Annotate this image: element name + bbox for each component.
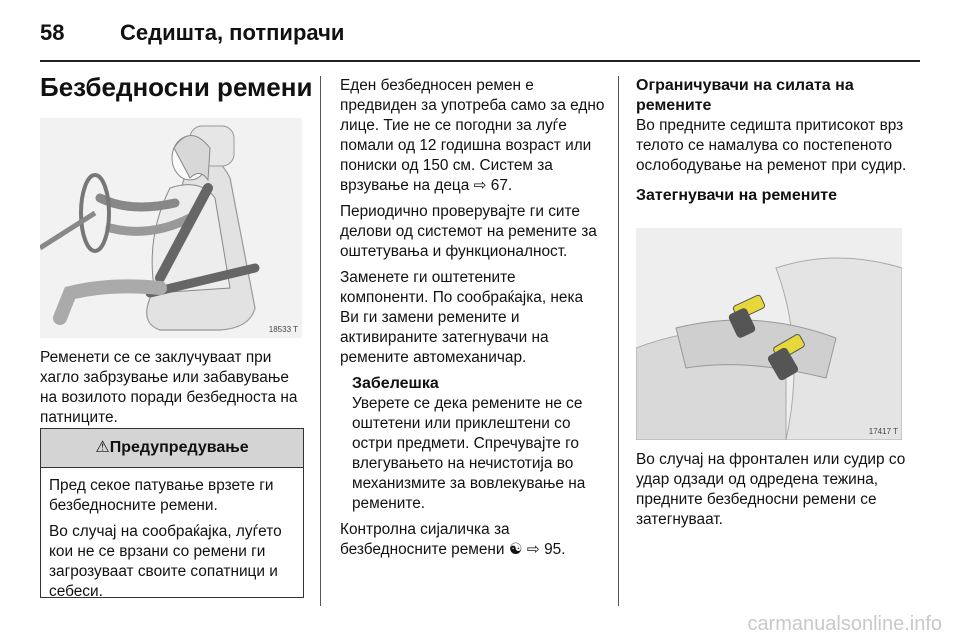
column-divider-1: [320, 76, 321, 606]
warning-header: [41, 429, 303, 468]
column-1-text: [40, 348, 308, 434]
page-ref: 95.: [544, 541, 566, 558]
seatbelt-pretensioner-illustration: [636, 228, 902, 440]
column-divider-2: [618, 76, 619, 606]
note-text: Уверете се дека ремените не се оштетени или приклештени со остри предмети. Спречувајте го влегувањето на нечистотија во механизмите за вовлекување на ремените.: [352, 395, 586, 512]
paragraph: Периодично проверувајте ги сите делови од системот на ремените за оштетувања и функционалност.: [340, 203, 597, 260]
note-block: [340, 374, 606, 514]
paragraph-text: безбедносните ремени: [340, 541, 505, 558]
paragraph-text: Контролна сијаличка за: [340, 521, 510, 538]
subheading-pretensioners: Затегнувачи на ремените: [636, 187, 838, 204]
warning-title: Предупредување: [109, 439, 249, 456]
seatbelt-warning-icon: ☯: [508, 541, 523, 558]
chapter-title: Седишта, потпирачи: [120, 20, 345, 45]
paragraph: Во случај на фронтален или судир со удар одзади од одредена тежина, предните безбедносни ремени се затегнуваат.: [636, 451, 906, 528]
page-header: [40, 20, 920, 60]
driver-drawing: [40, 118, 302, 338]
paragraph: Во предните седишта притисокот врз телото се намалува со постепеното ослободување на ременот при судир.: [636, 117, 907, 174]
figure-code: 17417 T: [868, 427, 898, 436]
page-ref-icon: ⇨: [526, 541, 540, 558]
column-3-bottom-text: [636, 450, 922, 536]
watermark: carmanualsonline.info: [747, 613, 942, 635]
warning-paragraph: Во случај на сообраќајка, луѓето кои не се врзани со ремени ги загрозуваат своите сопатници и себеси.: [49, 523, 282, 600]
warning-paragraph: Пред секое патување врзете ги безбедносните ремени.: [49, 477, 274, 514]
section-title: Безбедносни ремени: [40, 72, 313, 102]
paragraph: [340, 76, 606, 196]
pretensioner-drawing: [636, 228, 902, 440]
warning-icon: ⚠: [95, 439, 110, 456]
intro-paragraph: Ременети се се заклучуваат при хагло забрзување или забавување на возилото поради безбедноста на патниците.: [40, 349, 298, 426]
figure-code: 18533 T: [268, 325, 298, 334]
page-number: 58: [40, 20, 65, 45]
header-rule: [40, 60, 920, 62]
subheading-force-limiters: Ограничувачи на силата на ремените: [636, 77, 854, 114]
warning-box: [40, 428, 304, 598]
paragraph-text: Еден безбедносен ремен е предвиден за употреба само за едно лице. Тие не се погодни за луѓе помали од 12 годишна возраст или пониски од 150 см. Систем за врзување на деца: [340, 77, 605, 194]
seatbelt-driver-illustration: [40, 118, 302, 338]
warning-body: [41, 468, 303, 616]
page-ref: 67.: [490, 177, 513, 194]
note-title: Забелешка: [352, 375, 439, 392]
column-2-text: [340, 76, 606, 566]
column-3-text: [636, 76, 922, 206]
paragraph: Заменете ги оштетените компоненти. По сообраќајка, нека Ви ги замени ремените и активираните затегнувачи на ремените автомеханичар.: [340, 269, 584, 366]
page-ref-icon: ⇨: [473, 177, 487, 194]
paragraph: [340, 520, 606, 560]
